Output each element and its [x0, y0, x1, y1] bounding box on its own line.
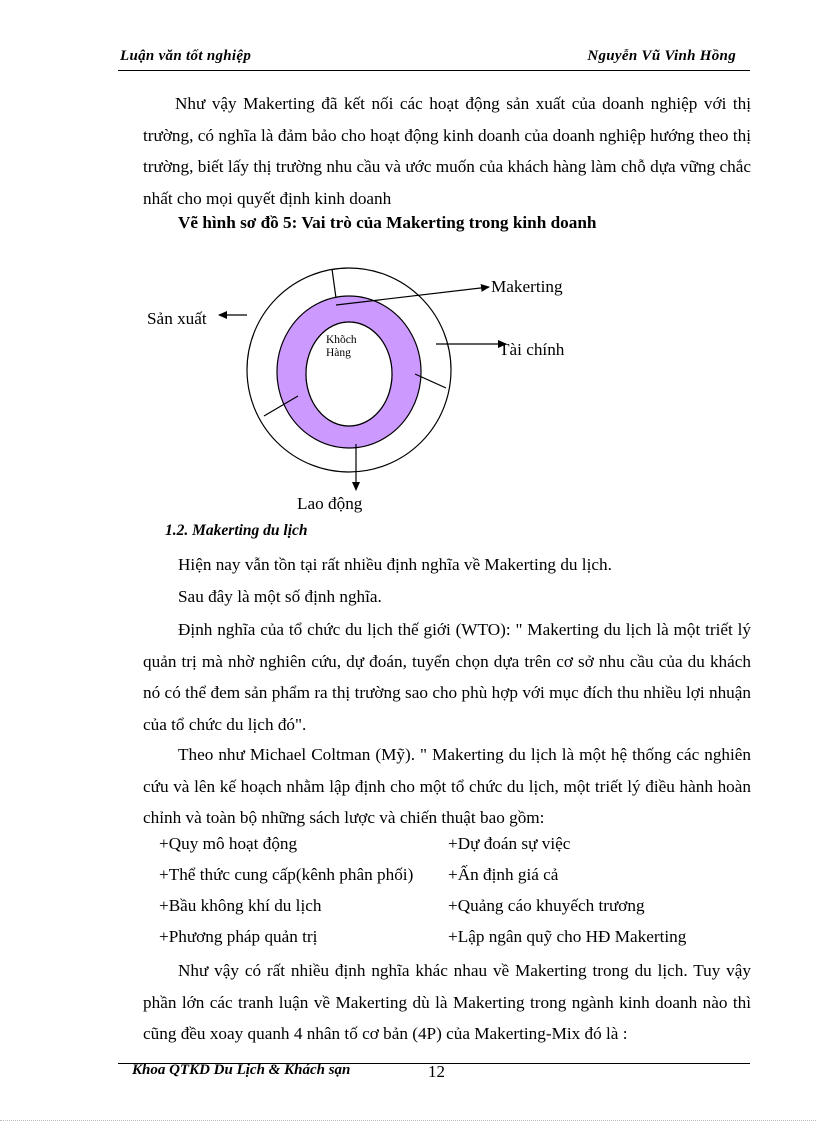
label-khach-line2: Hàng [326, 347, 351, 359]
list-right-item: +Dự đoán sự việc [448, 834, 571, 853]
list-right-item: +Lập ngân quỹ cho HĐ Makerting [448, 927, 687, 946]
list-left-item: +Bầu không khí du lịch [159, 896, 322, 915]
label-san-xuat: Sản xuất [147, 309, 207, 328]
label-tai-chinh: Tài chính [499, 340, 565, 359]
section-heading: 1.2. Makerting du lịch [165, 522, 308, 539]
list-left-item: +Thể thức cung cấp(kênh phân phối) [159, 865, 414, 884]
list-right-item: +Ấn định giá cả [448, 865, 559, 884]
label-lao-dong: Lao động [297, 494, 363, 513]
page-number: 12 [428, 1062, 445, 1081]
list-left-item: +Quy mô hoạt động [159, 834, 298, 853]
label-makerting: Makerting [491, 277, 563, 296]
section-para-4: Theo như Michael Coltman (Mỹ). " Makerting du lịch là một hệ thống các nghiên cứu và lên kế hoạch nhằm lập định cho một tổ chức du lịch, một triết lý điều hành hoàn chỉnh và toàn bộ những sách lược và chiến thuật bao gồm: [143, 745, 751, 827]
header-left: Luận văn tốt nghiệp [120, 48, 252, 64]
header-right: Nguyễn Vũ Vinh Hồng [587, 48, 736, 64]
label-khach-line1: Khõch [326, 334, 357, 346]
footer-left: Khoa QTKD Du Lịch & Khách sạn [132, 1062, 351, 1077]
section-para-5: Như vậy có rất nhiều định nghĩa khác nhau về Makerting trong du lịch. Tuy vậy phần lớn các tranh luận về Makerting dù là Makerting trong ngành kinh doanh nào thì cũng đều xoay quanh 4 nhân tố cơ bản (4P) của Makerting-Mix đó là : [143, 961, 751, 1043]
figure-caption: Vẽ hình sơ đồ 5: Vai trò của Makerting trong kinh doanh [178, 213, 597, 232]
intro-paragraph: Như vậy Makerting đã kết nối các hoạt động sản xuất của doanh nghiệp với thị trường, có nghĩa là đảm bảo cho hoạt động kinh doanh của doanh nghiệp hướng theo thị trường, biết lấy thị trường nhu cầu và ước muốn của khách hàng làm chỗ dựa vững chắc nhất cho mọi quyết định kinh doanh [143, 94, 751, 208]
list-right-item: +Quảng cáo khuyếch trương [448, 896, 645, 915]
section-para-2: Sau đây là một số định nghĩa. [178, 587, 382, 606]
section-para-3: Định nghĩa của tổ chức du lịch thế giới (WTO): " Makerting du lịch là một triết lý quản trị mà nhờ nghiên cứu, dự đoán, tuyển chọn dựa trên cơ sở nhu cầu của du khách nó có thể đem sản phẩm ra thị trường sao cho phù hợp với mục đích thu nhiều lợi nhuận của tổ chức du lịch đó". [143, 620, 751, 734]
section-para-1: Hiện nay vẫn tồn tại rất nhiều định nghĩa về Makerting du lịch. [178, 555, 612, 574]
list-left-item: +Phương pháp quản trị [159, 927, 318, 946]
page-edge [0, 1120, 816, 1121]
